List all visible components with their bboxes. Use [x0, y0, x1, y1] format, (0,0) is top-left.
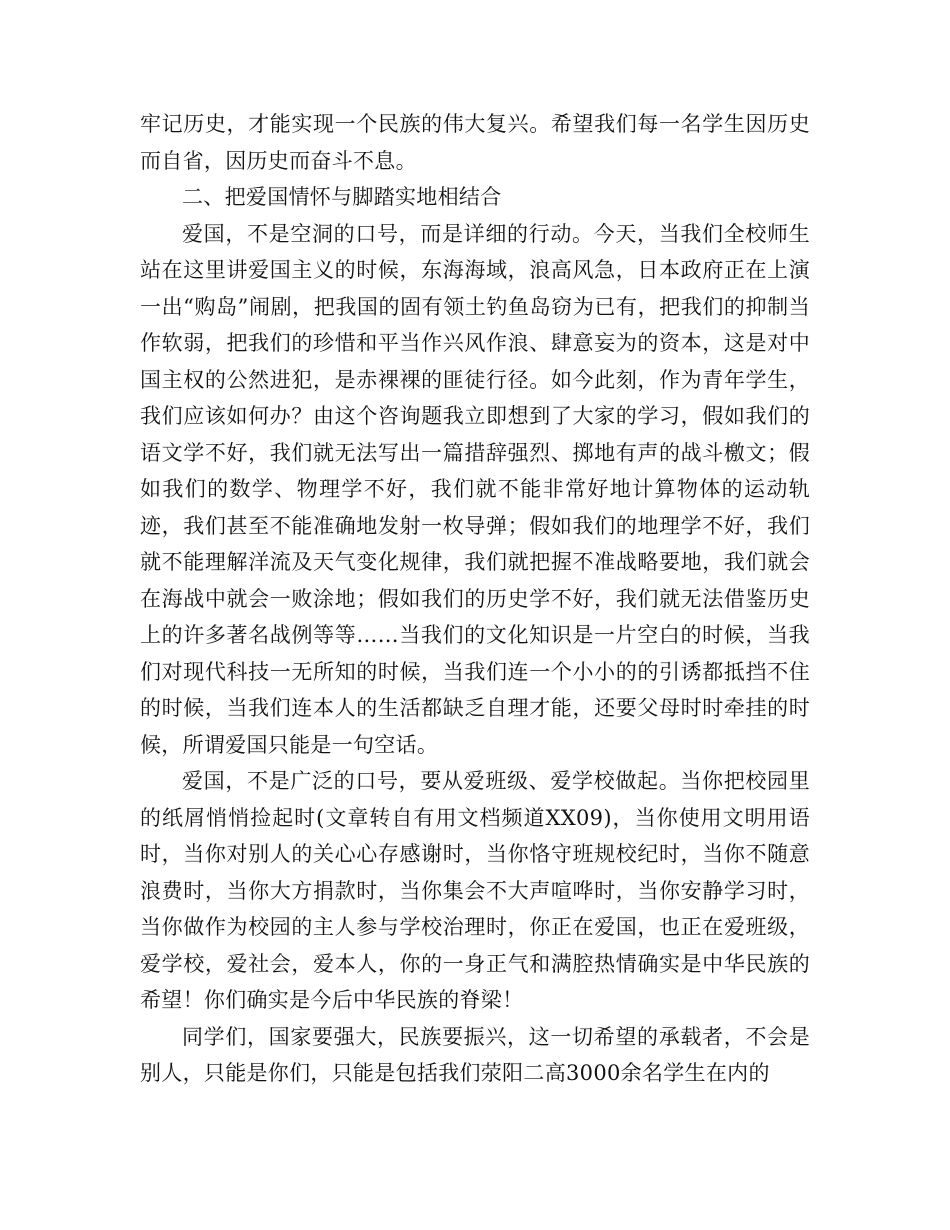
section-heading-2: 二、把爱国情怀与脚踏实地相结合 [182, 185, 502, 209]
paragraph-history-conclusion: 牢记历史，才能实现一个民族的伟大复兴。希望我们每一名学生因历史而自省，因历史而奋斗不息。 [140, 112, 810, 173]
paragraph-students-hope: 同学们，国家要强大，民族要振兴，这一切希望的承载者，不会是别人，只能是你们，只能是包括我们荥阳二高3000余名学生在内的 [140, 1024, 810, 1085]
document-body [140, 106, 810, 1092]
paragraph-patriotism-school: 爱国，不是广泛的口号，要从爱班级、爱学校做起。当你把校园里的纸屑悄悄捡起时(文章转自有用文档频道XX09)，当你使用文明用语时，当你对别人的关心心存感谢时，当你恪守班规校纪时，当你不随意浪费时，当你大方捐款时，当你集会不大声喧哗时，当你安静学习时，当你做作为校园的主人参与学校治理时，你正在爱国，也正在爱班级，爱学校，爱社会，爱本人，你的一身正气和满腔热情确实是中华民族的希望！你们确实是今后中华民族的脊梁！ [140, 769, 810, 1012]
paragraph-patriotism-action: 爱国，不是空洞的口号，而是详细的行动。今天，当我们全校师生站在这里讲爱国主义的时候，东海海域，浪高风急，日本政府正在上演一出“购岛”闹剧，把我国的固有领土钓鱼岛窃为已有，把我们的抑制当作软弱，把我们的珍惜和平当作兴风作浪、肆意妄为的资本，这是对中国主权的公然进犯，是赤裸裸的匪徒行径。如今此刻，作为青年学生，我们应该如何办？由这个咨询题我立即想到了大家的学习，假如我们的语文学不好，我们就无法写出一篇措辞强烈、掷地有声的战斗檄文；假如我们的数学、物理学不好，我们就不能非常好地计算物体的运动轨迹，我们甚至不能准确地发射一枚导弹；假如我们的地理学不好，我们就不能理解洋流及天气变化规律，我们就把握不准战略要地，我们就会在海战中就会一败涂地；假如我们的历史学不好，我们就无法借鉴历史上的许多著名战例等等……当我们的文化知识是一片空白的时候，当我们对现代科技一无所知的时候，当我们连一个小小的的引诱都抵挡不住的时候，当我们连本人的生活都缺乏自理才能，还要父母时时牵挂的时候，所谓爱国只能是一句空话。 [140, 221, 810, 757]
